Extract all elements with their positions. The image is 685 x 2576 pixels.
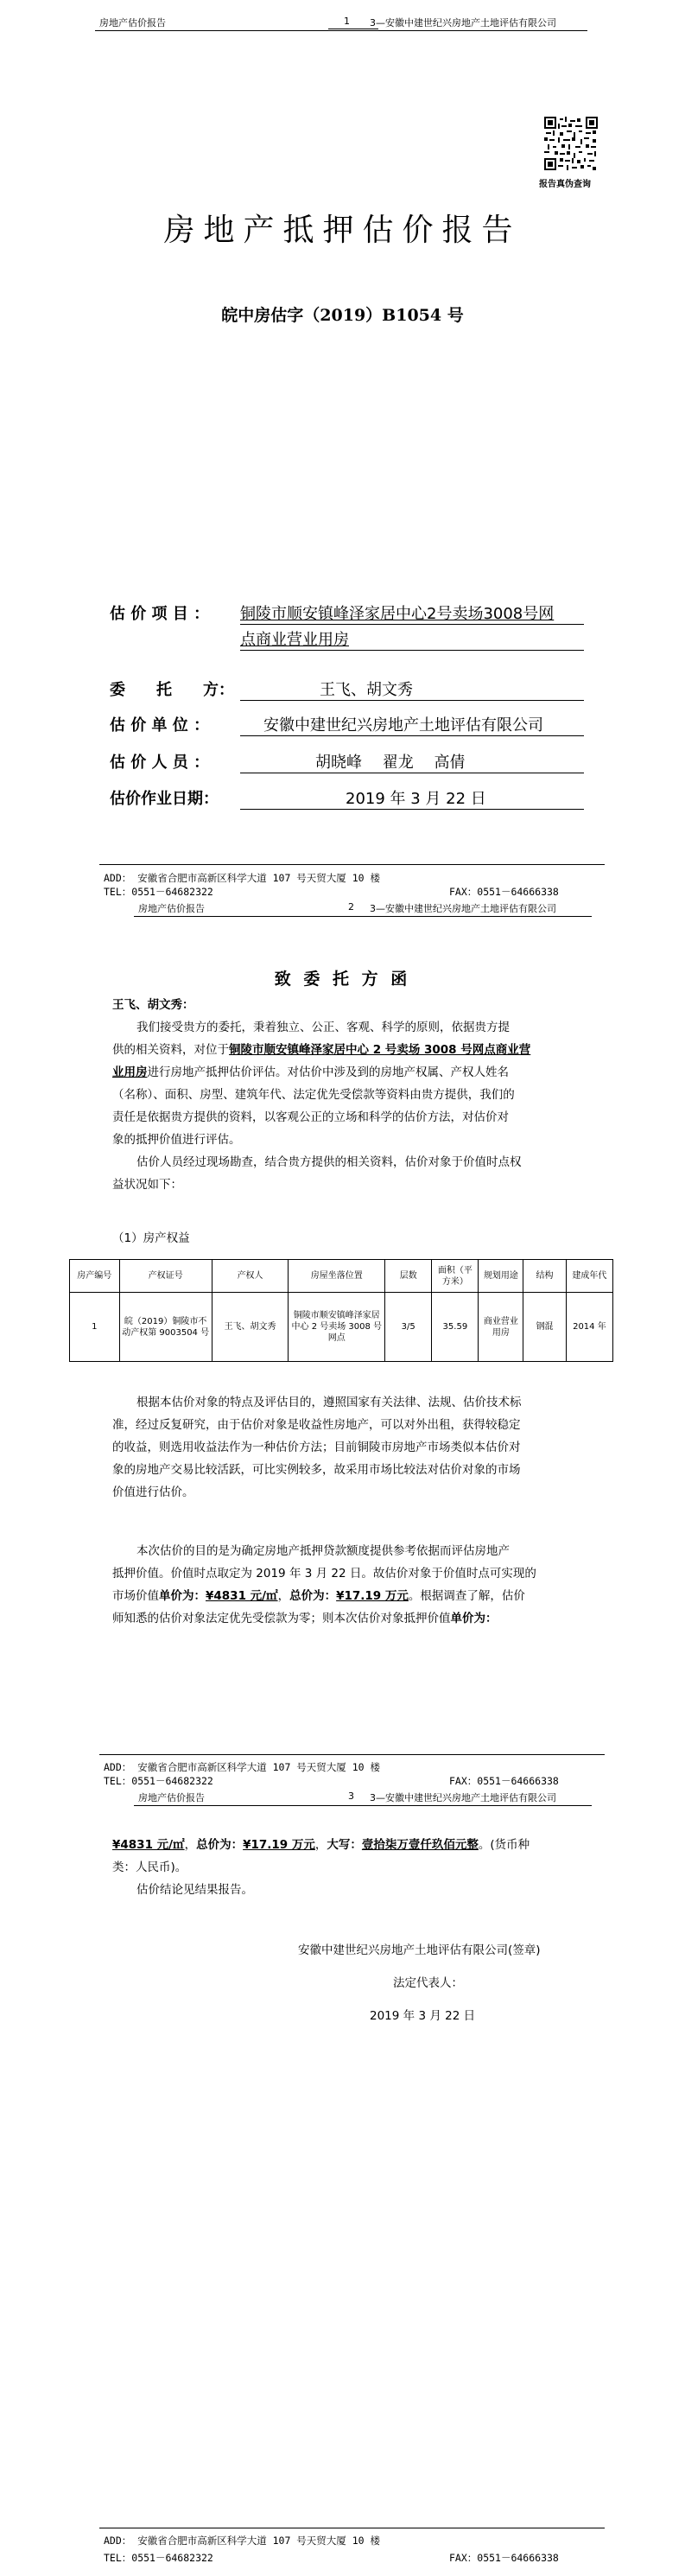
mortgage-total-price: ¥17.19 万元 (243, 1838, 315, 1852)
info-value-appraiser-org: 安徽中建世纪兴房地产土地评估有限公司 (263, 716, 543, 735)
para-text: ， (184, 1838, 197, 1852)
info-value-date: 2019 年 3 月 22 日 (346, 790, 486, 808)
company-signature: 安徽中建世纪兴房地产土地评估有限公司(签章) (298, 1943, 541, 1957)
para-line: 类：人民币)。 (112, 1860, 187, 1874)
letter-paragraph-1 (112, 1016, 605, 1151)
para-line: 估价人员经过现场勘查，结合贵方提供的相关资料，估价对象于价值时点权 (136, 1155, 522, 1169)
letter-paragraph-3 (112, 1391, 605, 1504)
para-text: ， (277, 1589, 290, 1603)
col-header: 层数 (385, 1260, 432, 1293)
unit-price-label: 单价为： (450, 1612, 498, 1625)
conclusion-paragraph (112, 1834, 605, 1901)
letter-salutation: 王飞、胡文秀： (112, 998, 194, 1012)
mortgage-unit-price: ¥4831 元/㎡ (112, 1838, 185, 1852)
para-line: 的收益，则选用收益法作为一种估价方法；目前铜陵市房地产市场类似本估价对 (112, 1441, 521, 1454)
signature-date: 2019 年 3 月 22 日 (370, 2009, 476, 2023)
property-rights-table (69, 1259, 613, 1362)
info-value-client: 王飞、胡文秀 (320, 681, 413, 699)
page-header-left: 房地产估价报告 (138, 903, 205, 914)
cell: 商业营业用房 (479, 1293, 523, 1362)
col-header: 房产编号 (70, 1260, 120, 1293)
property-location: 铜陵市顺安镇峰泽家居中心 2 号卖场 3008 号网点商业营 (229, 1043, 531, 1057)
para-line: 益状况如下： (112, 1178, 182, 1192)
info-underline (240, 624, 584, 625)
footer-tel: TEL：0551－64682322 (104, 886, 213, 898)
footer-address: ADD： 安徽省合肥市高新区科学大道 107 号天贸大厦 10 楼 (104, 872, 381, 884)
cell: 3/5 (385, 1293, 432, 1362)
info-value-project: 铜陵市顺安镇峰泽家居中心2号卖场3008号网 (240, 605, 555, 623)
footer-fax: FAX：0551－64666338 (449, 886, 559, 898)
info-underline (240, 700, 584, 701)
info-label-project: 估 价 项 目 ： (110, 605, 210, 623)
cell: 王飞、胡文秀 (212, 1293, 289, 1362)
para-line: 我们接受贵方的委托，秉着独立、公正、客观、科学的原则，依据贵方提 (136, 1021, 510, 1034)
para-line: 根据本估价对象的特点及评估目的，遵照国家有关法律、法规、估价技术标 (136, 1396, 522, 1409)
header-rule (134, 1805, 592, 1806)
footer-rule (99, 864, 605, 865)
footer-tel: TEL：0551－64682322 (104, 2552, 213, 2564)
page-header-left: 房地产估价报告 (99, 17, 166, 29)
amount-words-label: 大写： (327, 1838, 362, 1852)
info-label-appraiser-org: 估 价 单 位 ： (110, 716, 210, 735)
qr-caption: 报告真伪查询 (539, 180, 591, 189)
mortgage-total-words: 壹拾柒万壹仟玖佰元整 (361, 1838, 479, 1852)
para-line: （名称）、面积、房型、建筑年代、法定优先受偿款等资料由贵方提供，我们的 (112, 1088, 515, 1102)
para-text: 。根据调查了解，估价 (408, 1589, 525, 1603)
page-header-right: 3—安徽中建世纪兴房地产土地评估有限公司 (370, 1792, 556, 1803)
footer-fax: FAX：0551－64666338 (449, 2552, 559, 2564)
market-unit-price: ¥4831 元/㎡ (206, 1589, 278, 1603)
market-total-price: ¥17.19 万元 (336, 1589, 409, 1603)
para-line: 象的房地产交易比较活跃，可比实例较多，故采用市场比较法对估价对象的市场 (112, 1463, 521, 1477)
letter-paragraph-4 (112, 1540, 605, 1630)
col-header: 规划用途 (479, 1260, 523, 1293)
report-number: 皖中房估字（2019）B1054 号 (221, 306, 464, 325)
legal-representative: 法定代表人： (393, 1976, 463, 1990)
cell: 1 (70, 1293, 120, 1362)
info-underline (240, 735, 584, 736)
cell: 35.59 (432, 1293, 479, 1362)
para-text: 市场价值 (112, 1589, 159, 1603)
section-property-rights: （1）房产权益 (112, 1231, 190, 1245)
para-line: 价值进行估价。 (112, 1485, 194, 1499)
page-header-right: 3—安徽中建世纪兴房地产土地评估有限公司 (370, 17, 556, 29)
cell: 钢混 (523, 1293, 567, 1362)
report-title: 房地产抵押估价报告 (163, 213, 522, 248)
info-value-project-line2: 点商业营业用房 (240, 631, 349, 649)
footer-tel: TEL：0551－64682322 (104, 1775, 213, 1787)
qr-code-icon[interactable] (544, 117, 598, 170)
col-header: 面积（平方米） (432, 1260, 479, 1293)
para-line: 象的抵押价值进行评估。 (112, 1133, 241, 1147)
para-line: 准，经过反复研究，由于估价对象是收益性房地产，可以对外出租，获得较稳定 (112, 1418, 521, 1432)
letter-title: 致 委 托 方 函 (274, 970, 411, 989)
para-text: 。(货币种 (478, 1838, 530, 1852)
page-header-number: 3 (348, 1790, 354, 1802)
col-header: 房屋坐落位置 (289, 1260, 385, 1293)
info-value-appraisers: 胡晓峰 翟龙 高倩 (315, 754, 466, 772)
info-underline (240, 650, 584, 651)
info-label-client: 委 托 方： (110, 681, 234, 699)
letter-paragraph-2 (112, 1151, 605, 1196)
page-header-number: 2 (348, 901, 354, 913)
para-text: 供的相关资料，对位于 (112, 1043, 229, 1057)
para-line: 抵押价值。价值时点取定为 2019 年 3 月 22 日。故估价对象于价值时点可实现的 (112, 1567, 536, 1581)
header-rule (134, 916, 592, 917)
info-underline (240, 809, 584, 810)
info-label-date: 估价作业日期： (110, 790, 219, 808)
cell: 2014 年 (566, 1293, 612, 1362)
table-header-row (70, 1260, 613, 1293)
unit-price-label: 单价为： (159, 1589, 206, 1603)
page-header-right: 3—安徽中建世纪兴房地产土地评估有限公司 (370, 903, 556, 914)
page-header-left: 房地产估价报告 (138, 1792, 205, 1803)
para-line: 估价结论见结果报告。 (136, 1883, 253, 1897)
col-header: 产权人 (212, 1260, 289, 1293)
footer-address: ADD： 安徽省合肥市高新区科学大道 107 号天贸大厦 10 楼 (104, 2535, 381, 2547)
property-location-cont: 业用房 (112, 1065, 148, 1079)
para-line: 责任是依据贵方提供的资料，以客观公正的立场和科学的估价方法，对估价对 (112, 1110, 509, 1124)
cell: 铜陵市顺安镇峰泽家居中心 2 号卖场 3008 号网点 (289, 1293, 385, 1362)
footer-fax: FAX：0551－64666338 (449, 1775, 559, 1787)
para-text: 师知悉的估价对象法定优先受偿款为零；则本次估价对象抵押价值 (112, 1612, 451, 1625)
cell: 皖（2019）铜陵市不动产权第 9003504 号 (119, 1293, 212, 1362)
page-header-number: 1 (344, 16, 350, 27)
total-price-label: 总价为： (196, 1838, 244, 1852)
table-row (70, 1293, 613, 1362)
col-header: 产权证号 (119, 1260, 212, 1293)
total-price-label: 总价为： (289, 1589, 337, 1603)
col-header: 建成年代 (566, 1260, 612, 1293)
footer-rule (99, 1754, 605, 1755)
header-rule (95, 30, 587, 31)
info-label-appraisers: 估 价 人 员 ： (110, 754, 210, 772)
col-header: 结构 (523, 1260, 567, 1293)
footer-address: ADD： 安徽省合肥市高新区科学大道 107 号天贸大厦 10 楼 (104, 1761, 381, 1773)
para-text: ， (314, 1838, 327, 1852)
para-text: 进行房地产抵押估价评估。对估价中涉及到的房地产权属、产权人姓名 (147, 1065, 509, 1079)
para-line: 本次估价的目的是为确定房地产抵押贷款额度提供参考依据而评估房地产 (136, 1544, 510, 1558)
